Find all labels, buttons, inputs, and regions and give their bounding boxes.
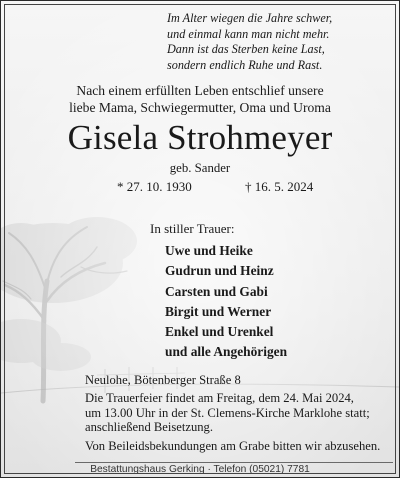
mourner-name: Carsten und Gabi: [165, 283, 268, 299]
maiden-name: geb. Sander: [169, 161, 231, 175]
mourner-name: Enkel und Urenkel: [165, 324, 274, 340]
mourner-name: Gudrun und Heinz: [165, 263, 274, 279]
life-dates: [1, 179, 399, 197]
intro-text: [1, 82, 399, 116]
condolence-note: Von Beileidsbekundungen am Grabe bitten wir abzusehen.: [85, 439, 381, 453]
birth-date: * 27. 10. 1930: [117, 179, 192, 194]
poem: [167, 11, 395, 73]
poem-line: Im Alter wiegen die Jahre schwer,: [167, 11, 333, 25]
ceremony-line: um 13.00 Uhr in der St. Clemens-Kirche Marklohe statt;: [85, 405, 370, 420]
ceremony-line: Die Trauerfeier findet am Freitag, dem 24. Mai 2024,: [85, 391, 354, 405]
intro-line: liebe Mama, Schwiegermutter, Oma und Uroma: [69, 100, 331, 115]
poem-line: Dann ist das Sterben keine Last,: [167, 42, 325, 57]
poem-line: und einmal kann man nicht mehr.: [167, 26, 330, 41]
poem-line: sondern endlich Ruhe und Rast.: [167, 57, 323, 72]
ceremony-line: anschließend Beisetzung.: [85, 420, 213, 435]
mourner-name: und alle Angehörigen: [165, 344, 288, 360]
footer-divider: [75, 462, 393, 463]
mourning-heading: In stiller Trauer:: [150, 221, 235, 236]
mourner-name: Birgit und Werner: [165, 303, 272, 319]
mourners-list: [165, 241, 385, 363]
death-date: † 16. 5. 2024: [245, 179, 314, 194]
mourner-name: Uwe und Heike: [165, 243, 253, 258]
deceased-name: Gisela Strohmeyer: [67, 118, 333, 157]
intro-line: Nach einem erfüllten Leben entschlief unsere: [76, 83, 324, 98]
address: Neulohe, Bötenberger Straße 8: [85, 373, 241, 387]
funeral-home-footer: Bestattungshaus Gerking · Telefon (05021) 7781: [90, 464, 310, 475]
ceremony-info: [85, 391, 391, 435]
